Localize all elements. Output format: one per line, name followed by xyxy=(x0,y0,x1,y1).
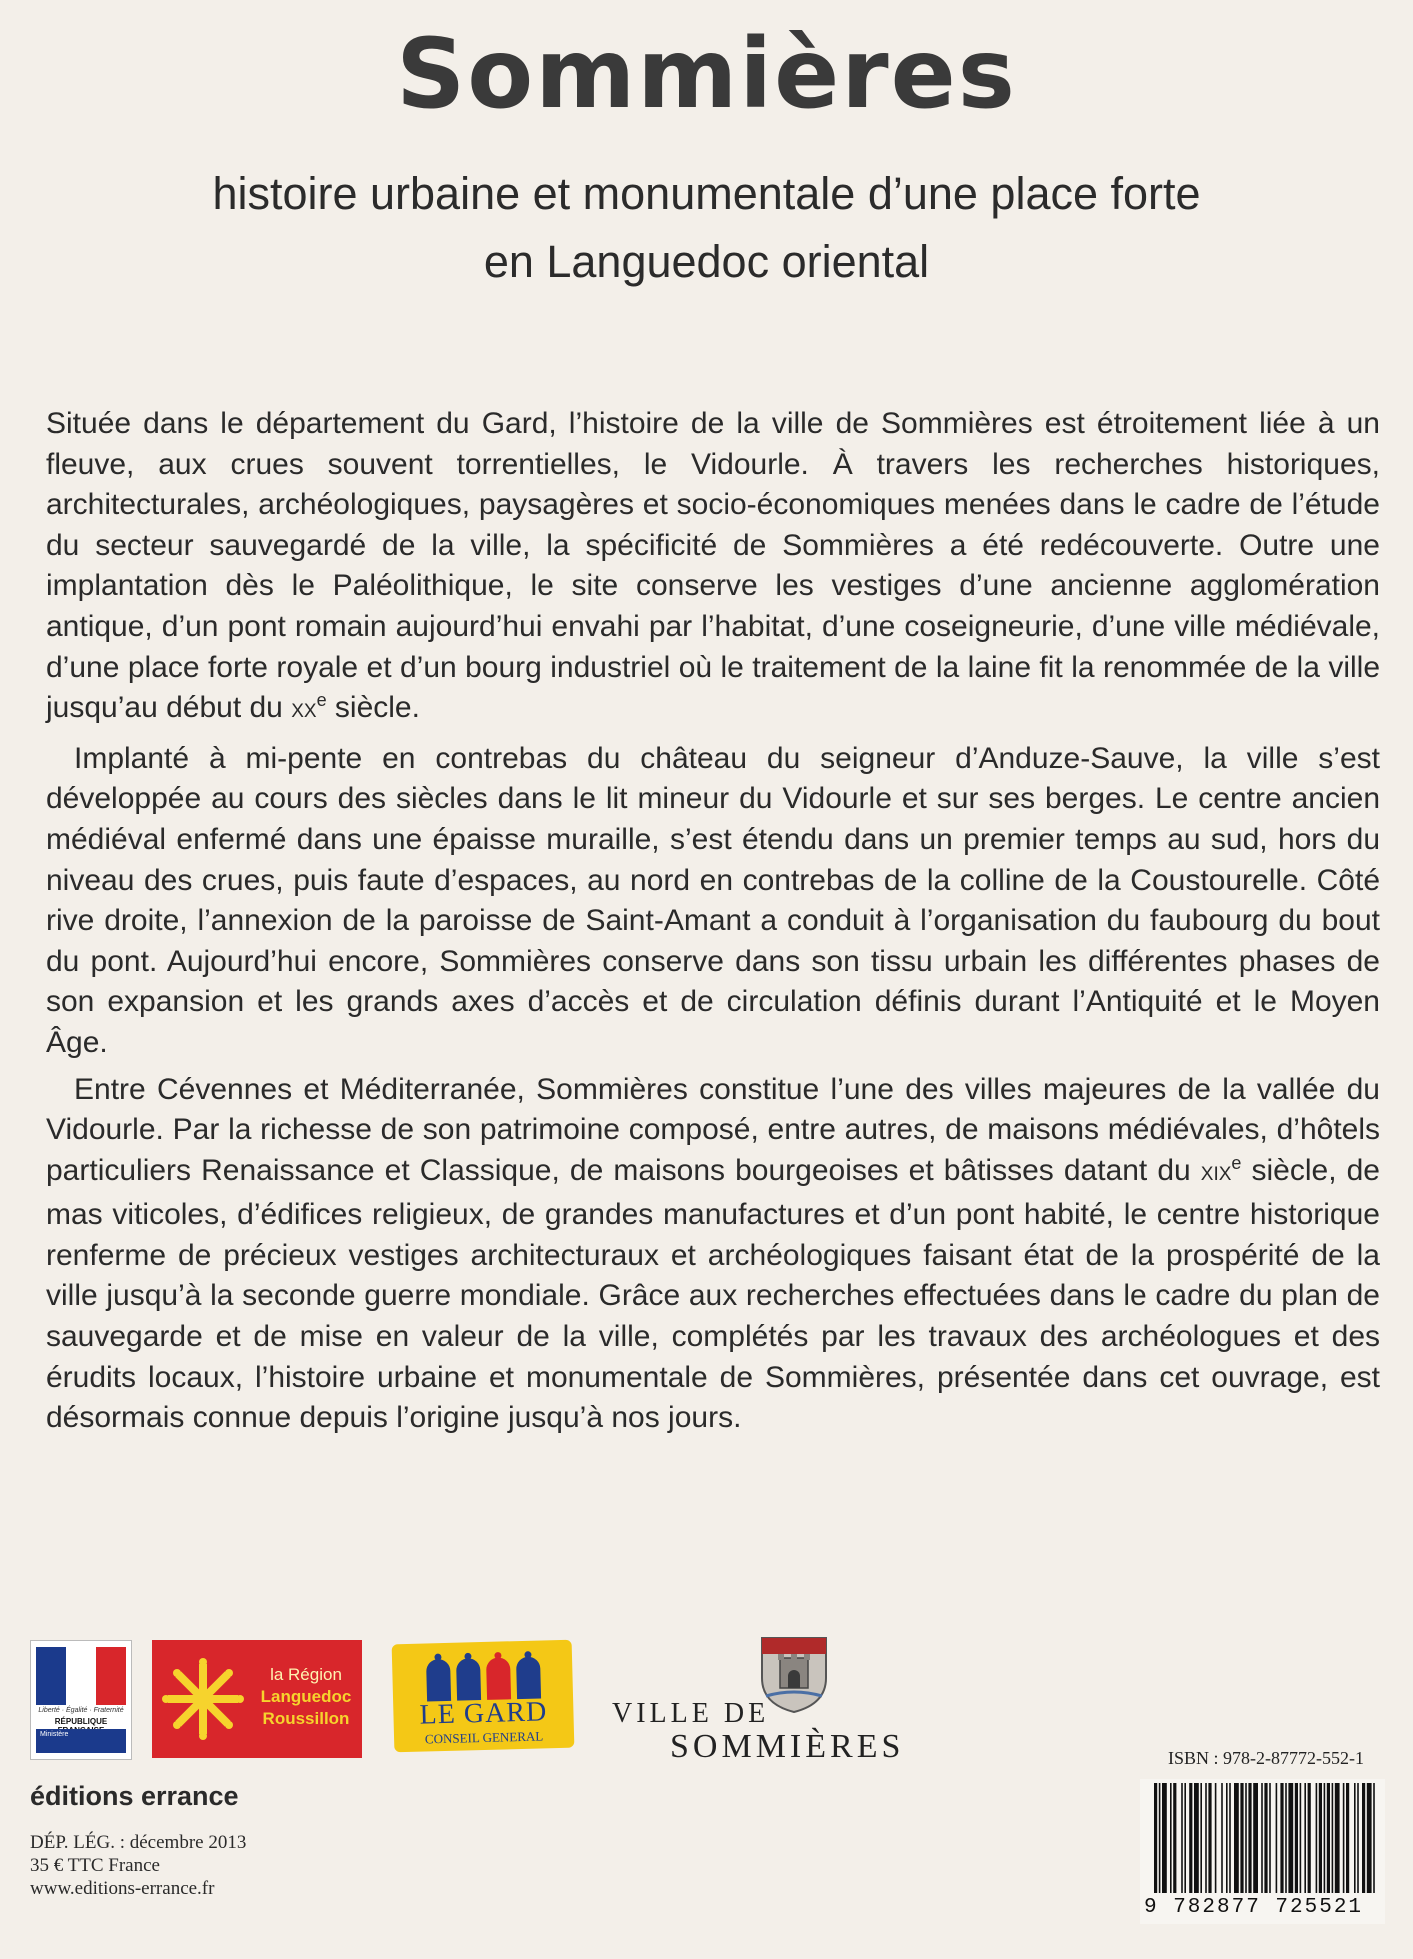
barcode xyxy=(1140,1779,1385,1924)
barcode-bar xyxy=(1205,1783,1207,1893)
barcode-bar xyxy=(1173,1783,1176,1893)
barcode-bar xyxy=(1200,1783,1202,1893)
barcode-bar xyxy=(1373,1783,1375,1893)
century-numeral: XIX xyxy=(1200,1163,1232,1185)
barcode-bar xyxy=(1181,1783,1183,1893)
isbn-label: ISBN : 978-2-87772-552-1 xyxy=(1168,1748,1364,1768)
gard-subtitle: CONSEIL GENERAL xyxy=(424,1728,544,1747)
ministry-label: Ministère xyxy=(40,1731,69,1738)
region-line-2: Languedoc xyxy=(260,1687,352,1706)
barcode-bar xyxy=(1316,1783,1318,1893)
ville-line-1: VILLE DE xyxy=(612,1698,770,1729)
barcode-bar xyxy=(1346,1783,1349,1893)
barcode-bar xyxy=(1335,1783,1340,1893)
barcode-bar xyxy=(1327,1783,1330,1893)
barcode-bar xyxy=(1184,1783,1186,1893)
ministry-band xyxy=(36,1729,126,1753)
barcode-bar xyxy=(1264,1783,1267,1893)
blurb-paragraph-1 xyxy=(46,404,1380,733)
barcode-bar xyxy=(1240,1783,1243,1893)
republique-francaise-logo xyxy=(30,1640,132,1760)
barcode-bar xyxy=(1269,1783,1271,1893)
blurb-paragraph-2: Implanté à mi-pente en contrebas du château du seigneur d’Anduze-Sauve, la ville s’est développée au cours des siècles dans le lit mineur du Vidourle et sur ses berges. Le centre ancien médiéval enfermé dans une épaisse muraille, s’est étendu dans un premier temps au sud, hors du niveau des crues, puis faute d’espaces, au nord en contrebas de la colline de la Coustourelle. Côté rive droite, l’annexion de la paroisse de Saint-Amant a conduit à l’organisation du faubourg du bout du pont. Aujourd’hui encore, Sommières conserve dans son tissu urbain les différentes phases de son expansion et les grands axes d’accès et de circulation définis durant l’Antiquité et le Moyen Âge. xyxy=(46,741,1380,1059)
barcode-bar xyxy=(1304,1783,1306,1893)
barcode-bar xyxy=(1245,1783,1247,1893)
barcode-bar xyxy=(1280,1783,1283,1893)
paragraph-text: siècle, de mas viticoles, d’édifices religieux, de grandes manufactures et d’un pont habité, le centre historique renferme de précieux vestiges architecturaux et archéologiques faisant état de la prospérité de la ville jusqu’à la seconde guerre mondiale. Grâce aux recherches effectuées dans le cadre du plan de sauvegarde et de mise en valeur de la ville, complétés par les travaux des archéologues et des érudits locaux, l’histoire urbaine et monumentale de Sommières, présentée dans cet ouvrage, est désormais connue depuis l’origine jusqu’à nos jours. xyxy=(46,1153,1380,1435)
barcode-bar xyxy=(1162,1783,1167,1893)
pont-du-gard-arches-icon xyxy=(422,1648,543,1703)
blurb xyxy=(46,404,1380,1439)
legal-info xyxy=(30,1831,246,1900)
subtitle-line-1: histoire urbaine et monumentale d’une place forte xyxy=(212,168,1201,219)
publisher-name: éditions errance xyxy=(30,1781,239,1811)
barcode-bar xyxy=(1229,1783,1231,1893)
superscript: e xyxy=(316,690,327,711)
barcode-bar xyxy=(1248,1783,1251,1893)
barcode-bar xyxy=(1295,1783,1298,1893)
gard-name: LE GARD xyxy=(419,1696,548,1731)
barcode-bar xyxy=(1308,1783,1311,1893)
ville-de-sommieres-logo xyxy=(608,1634,938,1764)
paragraph-text: siècle. xyxy=(326,691,420,725)
region-line-1: la Région xyxy=(270,1665,342,1684)
barcode-bar xyxy=(1324,1783,1326,1893)
barcode-bar xyxy=(1362,1783,1365,1893)
barcode-digits: 9 782877 725521 xyxy=(1144,1896,1364,1919)
barcode-bar xyxy=(1300,1783,1302,1893)
book-title: Sommières xyxy=(396,18,1017,130)
barcode-bar xyxy=(1170,1783,1172,1893)
barcode-bar xyxy=(1215,1783,1217,1893)
barcode-bar xyxy=(1285,1783,1287,1893)
barcode-bar xyxy=(1319,1783,1322,1893)
republique-motto: Liberté · Égalité · Fraternité xyxy=(38,1707,124,1714)
paragraph-text: Située dans le département du Gard, l’histoire de la ville de Sommières est étroitement liée à un fleuve, aux crues souvent torrentielles, le Vidourle. À travers les recherches historiques, architecturales, archéologiques, paysagères et socio-économiques menées dans le cadre de l’étude du secteur sauvegardé de la ville, la spécificité de Sommières a été redécouverte. Outre une implantation dès le Paléolithique, le site conserve les vestiges d’une ancienne agglomération antique, d’un pont romain aujourd’hui envahi par l’habitat, d’une coseigneurie, d’une ville médiévale, d’une place forte royale et d’un bourg industriel où le traitement de la laine fit la renommée de la ville jusqu’au début du xyxy=(46,407,1380,725)
barcode-bar xyxy=(1154,1783,1157,1893)
book-subtitle xyxy=(0,160,1413,296)
occitan-cross-icon xyxy=(158,1654,248,1744)
barcode-bar xyxy=(1354,1783,1356,1893)
barcode-bar xyxy=(1189,1783,1192,1893)
barcode-bar xyxy=(1234,1783,1239,1893)
barcode-bar xyxy=(1357,1783,1359,1893)
barcode-bar xyxy=(1208,1783,1211,1893)
superscript: e xyxy=(1231,1152,1242,1173)
legal-deposit: DÉP. LÉG. : décembre 2013 xyxy=(30,1832,247,1853)
barcode-bar xyxy=(1261,1783,1263,1893)
barcode-bar xyxy=(1367,1783,1372,1893)
barcode-bar xyxy=(1159,1783,1161,1893)
barcode-bar xyxy=(1253,1783,1258,1893)
region-line-3: Roussillon xyxy=(262,1709,350,1728)
french-flag-icon xyxy=(36,1647,126,1705)
century-numeral: XX xyxy=(291,701,317,723)
ville-line-2: SOMMIÈRES xyxy=(670,1728,905,1765)
price: 35 € TTC France xyxy=(30,1855,160,1876)
region-name xyxy=(252,1664,360,1730)
barcode-bars-icon xyxy=(1140,1779,1385,1899)
subtitle-line-2: en Languedoc oriental xyxy=(483,236,930,287)
barcode-bar xyxy=(1343,1783,1345,1893)
le-gard-logo xyxy=(392,1640,575,1753)
region-languedoc-roussillon-logo xyxy=(152,1640,362,1758)
blurb-paragraph-3 xyxy=(46,1070,1380,1439)
barcode-bar xyxy=(1288,1783,1293,1893)
barcode-bar xyxy=(1332,1783,1334,1893)
paragraph-text: Entre Cévennes et Méditerranée, Sommières constitue l’une des villes majeures de la vallée du Vidourle. Par la richesse de son patrimoine composé, entre autres, de maisons médiévales, d’hôtels particuliers Renaissance et Classique, de maisons bourgeoises et bâtisses datant du xyxy=(46,1072,1380,1187)
website-link[interactable]: www.editions-errance.fr xyxy=(30,1878,215,1899)
barcode-bar xyxy=(1221,1783,1223,1893)
republique-name: RÉPUBLIQUE xyxy=(54,1717,108,1726)
barcode-bar xyxy=(1226,1783,1228,1893)
barcode-bar xyxy=(1194,1783,1199,1893)
barcode-bar xyxy=(1276,1783,1278,1893)
